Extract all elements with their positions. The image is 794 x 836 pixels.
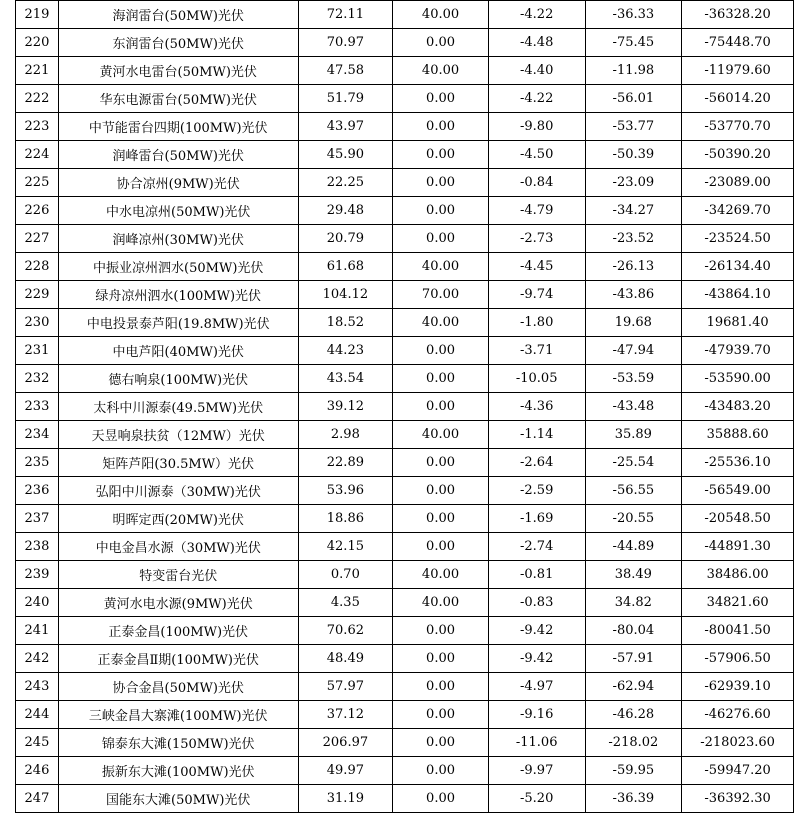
table-row: [16, 785, 794, 813]
value-5-cell: -26134.40: [682, 253, 794, 281]
station-name-cell: 润峰凉州(30MW)光伏: [58, 225, 298, 253]
value-3-cell: -0.84: [488, 169, 585, 197]
value-2-cell: 0.00: [393, 197, 489, 225]
value-5-cell: -218023.60: [682, 729, 794, 757]
row-number-cell: 243: [16, 673, 59, 701]
value-5-cell: -23524.50: [682, 225, 794, 253]
table-row: [16, 561, 794, 589]
value-1-cell: 49.97: [298, 757, 393, 785]
value-2-cell: 0.00: [393, 505, 489, 533]
value-2-cell: 0.00: [393, 701, 489, 729]
value-5-cell: -46276.60: [682, 701, 794, 729]
station-name-cell: 中电投景泰芦阳(19.8MW)光伏: [58, 309, 298, 337]
station-name-cell: 黄河水电雷台(50MW)光伏: [58, 57, 298, 85]
value-2-cell: 0.00: [393, 85, 489, 113]
value-2-cell: 0.00: [393, 393, 489, 421]
value-5-cell: -59947.20: [682, 757, 794, 785]
table-row: [16, 85, 794, 113]
row-number-cell: 231: [16, 337, 59, 365]
station-name-cell: 协合凉州(9MW)光伏: [58, 169, 298, 197]
value-2-cell: 0.00: [393, 617, 489, 645]
value-5-cell: -53590.00: [682, 365, 794, 393]
value-3-cell: -4.79: [488, 197, 585, 225]
value-3-cell: -2.59: [488, 477, 585, 505]
station-name-cell: 正泰金昌(100MW)光伏: [58, 617, 298, 645]
table-row: [16, 253, 794, 281]
value-4-cell: 35.89: [585, 421, 682, 449]
value-2-cell: 40.00: [393, 589, 489, 617]
value-5-cell: 19681.40: [682, 309, 794, 337]
row-number-cell: 223: [16, 113, 59, 141]
value-5-cell: 35888.60: [682, 421, 794, 449]
value-2-cell: 0.00: [393, 169, 489, 197]
table-row: [16, 533, 794, 561]
table-row: [16, 645, 794, 673]
value-2-cell: 0.00: [393, 141, 489, 169]
row-number-cell: 247: [16, 785, 59, 813]
table-row: [16, 113, 794, 141]
value-4-cell: -23.52: [585, 225, 682, 253]
value-4-cell: -26.13: [585, 253, 682, 281]
value-3-cell: -9.16: [488, 701, 585, 729]
value-5-cell: -44891.30: [682, 533, 794, 561]
value-2-cell: 0.00: [393, 477, 489, 505]
value-2-cell: 0.00: [393, 533, 489, 561]
value-1-cell: 61.68: [298, 253, 393, 281]
table-row: [16, 365, 794, 393]
table-row: [16, 141, 794, 169]
value-3-cell: -4.48: [488, 29, 585, 57]
value-3-cell: -1.14: [488, 421, 585, 449]
value-4-cell: 34.82: [585, 589, 682, 617]
station-name-cell: 中电金昌水源（30MW)光伏: [58, 533, 298, 561]
table-row: [16, 1, 794, 29]
value-2-cell: 0.00: [393, 673, 489, 701]
station-name-cell: 东润雷台(50MW)光伏: [58, 29, 298, 57]
station-name-cell: 天昱响泉扶贫（12MW）光伏: [58, 421, 298, 449]
row-number-cell: 235: [16, 449, 59, 477]
station-name-cell: 润峰雷台(50MW)光伏: [58, 141, 298, 169]
value-4-cell: -53.77: [585, 113, 682, 141]
value-2-cell: 0.00: [393, 29, 489, 57]
value-1-cell: 53.96: [298, 477, 393, 505]
row-number-cell: 232: [16, 365, 59, 393]
row-number-cell: 245: [16, 729, 59, 757]
value-3-cell: -4.36: [488, 393, 585, 421]
value-4-cell: -23.09: [585, 169, 682, 197]
value-5-cell: -23089.00: [682, 169, 794, 197]
table-body: [16, 1, 794, 813]
row-number-cell: 229: [16, 281, 59, 309]
table-row: [16, 729, 794, 757]
value-5-cell: -36392.30: [682, 785, 794, 813]
value-3-cell: -0.83: [488, 589, 585, 617]
value-2-cell: 0.00: [393, 113, 489, 141]
value-4-cell: -62.94: [585, 673, 682, 701]
value-5-cell: -75448.70: [682, 29, 794, 57]
table-row: [16, 589, 794, 617]
value-1-cell: 39.12: [298, 393, 393, 421]
value-5-cell: -20548.50: [682, 505, 794, 533]
value-2-cell: 0.00: [393, 365, 489, 393]
station-name-cell: 中水电凉州(50MW)光伏: [58, 197, 298, 225]
station-name-cell: 德右响泉(100MW)光伏: [58, 365, 298, 393]
value-4-cell: -53.59: [585, 365, 682, 393]
table-row: [16, 421, 794, 449]
value-5-cell: 38486.00: [682, 561, 794, 589]
value-2-cell: 40.00: [393, 57, 489, 85]
value-3-cell: -2.64: [488, 449, 585, 477]
value-3-cell: -5.20: [488, 785, 585, 813]
value-4-cell: -47.94: [585, 337, 682, 365]
value-1-cell: 18.52: [298, 309, 393, 337]
value-3-cell: -9.42: [488, 617, 585, 645]
value-2-cell: 0.00: [393, 729, 489, 757]
table-row: [16, 225, 794, 253]
row-number-cell: 228: [16, 253, 59, 281]
value-3-cell: -2.73: [488, 225, 585, 253]
row-number-cell: 233: [16, 393, 59, 421]
value-4-cell: -59.95: [585, 757, 682, 785]
station-name-cell: 太科中川源泰(49.5MW)光伏: [58, 393, 298, 421]
value-3-cell: -9.97: [488, 757, 585, 785]
station-name-cell: 国能东大滩(50MW)光伏: [58, 785, 298, 813]
value-1-cell: 104.12: [298, 281, 393, 309]
value-5-cell: -53770.70: [682, 113, 794, 141]
data-table: [15, 0, 794, 813]
row-number-cell: 226: [16, 197, 59, 225]
station-name-cell: 弘阳中川源泰（30MW)光伏: [58, 477, 298, 505]
value-4-cell: -44.89: [585, 533, 682, 561]
value-1-cell: 22.89: [298, 449, 393, 477]
station-name-cell: 特变雷台光伏: [58, 561, 298, 589]
value-2-cell: 40.00: [393, 561, 489, 589]
value-4-cell: -25.54: [585, 449, 682, 477]
value-3-cell: -10.05: [488, 365, 585, 393]
station-name-cell: 黄河水电水源(9MW)光伏: [58, 589, 298, 617]
value-4-cell: -34.27: [585, 197, 682, 225]
value-1-cell: 20.79: [298, 225, 393, 253]
table-row: [16, 701, 794, 729]
value-5-cell: -36328.20: [682, 1, 794, 29]
value-2-cell: 70.00: [393, 281, 489, 309]
value-2-cell: 0.00: [393, 645, 489, 673]
row-number-cell: 240: [16, 589, 59, 617]
value-1-cell: 4.35: [298, 589, 393, 617]
table-row: [16, 337, 794, 365]
value-5-cell: -43483.20: [682, 393, 794, 421]
value-3-cell: -1.80: [488, 309, 585, 337]
value-3-cell: -4.50: [488, 141, 585, 169]
value-2-cell: 0.00: [393, 757, 489, 785]
station-name-cell: 海润雷台(50MW)光伏: [58, 1, 298, 29]
value-3-cell: -4.22: [488, 85, 585, 113]
value-3-cell: -4.45: [488, 253, 585, 281]
table-row: [16, 393, 794, 421]
row-number-cell: 220: [16, 29, 59, 57]
value-1-cell: 72.11: [298, 1, 393, 29]
value-4-cell: -50.39: [585, 141, 682, 169]
row-number-cell: 237: [16, 505, 59, 533]
row-number-cell: 242: [16, 645, 59, 673]
value-5-cell: -50390.20: [682, 141, 794, 169]
value-1-cell: 206.97: [298, 729, 393, 757]
value-3-cell: -4.97: [488, 673, 585, 701]
table-row: [16, 673, 794, 701]
station-name-cell: 华东电源雷台(50MW)光伏: [58, 85, 298, 113]
row-number-cell: 225: [16, 169, 59, 197]
station-name-cell: 三峡金昌大寨滩(100MW)光伏: [58, 701, 298, 729]
value-3-cell: -4.40: [488, 57, 585, 85]
row-number-cell: 239: [16, 561, 59, 589]
station-name-cell: 矩阵芦阳(30.5MW）光伏: [58, 449, 298, 477]
value-1-cell: 29.48: [298, 197, 393, 225]
value-4-cell: -218.02: [585, 729, 682, 757]
row-number-cell: 241: [16, 617, 59, 645]
value-1-cell: 45.90: [298, 141, 393, 169]
value-5-cell: -47939.70: [682, 337, 794, 365]
value-4-cell: -57.91: [585, 645, 682, 673]
table-row: [16, 617, 794, 645]
value-5-cell: -11979.60: [682, 57, 794, 85]
value-1-cell: 51.79: [298, 85, 393, 113]
value-3-cell: -3.71: [488, 337, 585, 365]
value-3-cell: -0.81: [488, 561, 585, 589]
value-2-cell: 40.00: [393, 421, 489, 449]
row-number-cell: 244: [16, 701, 59, 729]
value-4-cell: -11.98: [585, 57, 682, 85]
value-1-cell: 42.15: [298, 533, 393, 561]
value-4-cell: -80.04: [585, 617, 682, 645]
table-row: [16, 169, 794, 197]
row-number-cell: 234: [16, 421, 59, 449]
row-number-cell: 230: [16, 309, 59, 337]
value-4-cell: -43.48: [585, 393, 682, 421]
value-4-cell: -56.01: [585, 85, 682, 113]
station-name-cell: 明晖定西(20MW)光伏: [58, 505, 298, 533]
value-3-cell: -1.69: [488, 505, 585, 533]
value-5-cell: -62939.10: [682, 673, 794, 701]
value-1-cell: 48.49: [298, 645, 393, 673]
value-4-cell: -75.45: [585, 29, 682, 57]
table-row: [16, 757, 794, 785]
value-1-cell: 2.98: [298, 421, 393, 449]
station-name-cell: 中电芦阳(40MW)光伏: [58, 337, 298, 365]
value-5-cell: -25536.10: [682, 449, 794, 477]
value-5-cell: -56549.00: [682, 477, 794, 505]
station-name-cell: 振新东大滩(100MW)光伏: [58, 757, 298, 785]
value-3-cell: -11.06: [488, 729, 585, 757]
value-4-cell: -36.39: [585, 785, 682, 813]
table-row: [16, 281, 794, 309]
value-3-cell: -9.80: [488, 113, 585, 141]
station-name-cell: 中振业凉州泗水(50MW)光伏: [58, 253, 298, 281]
value-1-cell: 44.23: [298, 337, 393, 365]
value-5-cell: -57906.50: [682, 645, 794, 673]
value-1-cell: 37.12: [298, 701, 393, 729]
value-2-cell: 0.00: [393, 785, 489, 813]
table-row: [16, 197, 794, 225]
value-5-cell: -34269.70: [682, 197, 794, 225]
table-row: [16, 57, 794, 85]
table-row: [16, 505, 794, 533]
value-1-cell: 43.54: [298, 365, 393, 393]
value-1-cell: 57.97: [298, 673, 393, 701]
value-5-cell: 34821.60: [682, 589, 794, 617]
row-number-cell: 222: [16, 85, 59, 113]
value-4-cell: -36.33: [585, 1, 682, 29]
value-3-cell: -4.22: [488, 1, 585, 29]
value-1-cell: 47.58: [298, 57, 393, 85]
row-number-cell: 221: [16, 57, 59, 85]
value-5-cell: -80041.50: [682, 617, 794, 645]
value-4-cell: -46.28: [585, 701, 682, 729]
row-number-cell: 246: [16, 757, 59, 785]
value-1-cell: 0.70: [298, 561, 393, 589]
value-5-cell: -56014.20: [682, 85, 794, 113]
value-4-cell: -56.55: [585, 477, 682, 505]
value-1-cell: 22.25: [298, 169, 393, 197]
value-4-cell: -43.86: [585, 281, 682, 309]
row-number-cell: 224: [16, 141, 59, 169]
value-1-cell: 70.62: [298, 617, 393, 645]
row-number-cell: 236: [16, 477, 59, 505]
value-2-cell: 40.00: [393, 253, 489, 281]
value-1-cell: 70.97: [298, 29, 393, 57]
value-1-cell: 43.97: [298, 113, 393, 141]
table-row: [16, 309, 794, 337]
value-3-cell: -9.42: [488, 645, 585, 673]
table-row: [16, 449, 794, 477]
value-4-cell: 19.68: [585, 309, 682, 337]
value-1-cell: 31.19: [298, 785, 393, 813]
value-2-cell: 0.00: [393, 337, 489, 365]
value-3-cell: -2.74: [488, 533, 585, 561]
value-2-cell: 0.00: [393, 225, 489, 253]
row-number-cell: 219: [16, 1, 59, 29]
value-5-cell: -43864.10: [682, 281, 794, 309]
table-row: [16, 29, 794, 57]
row-number-cell: 238: [16, 533, 59, 561]
row-number-cell: 227: [16, 225, 59, 253]
station-name-cell: 锦泰东大滩(150MW)光伏: [58, 729, 298, 757]
value-4-cell: 38.49: [585, 561, 682, 589]
station-name-cell: 正泰金昌Ⅱ期(100MW)光伏: [58, 645, 298, 673]
station-name-cell: 中节能雷台四期(100MW)光伏: [58, 113, 298, 141]
value-1-cell: 18.86: [298, 505, 393, 533]
value-3-cell: -9.74: [488, 281, 585, 309]
station-name-cell: 绿舟凉州泗水(100MW)光伏: [58, 281, 298, 309]
value-2-cell: 40.00: [393, 309, 489, 337]
station-name-cell: 协合金昌(50MW)光伏: [58, 673, 298, 701]
value-2-cell: 40.00: [393, 1, 489, 29]
table-row: [16, 477, 794, 505]
value-2-cell: 0.00: [393, 449, 489, 477]
value-4-cell: -20.55: [585, 505, 682, 533]
